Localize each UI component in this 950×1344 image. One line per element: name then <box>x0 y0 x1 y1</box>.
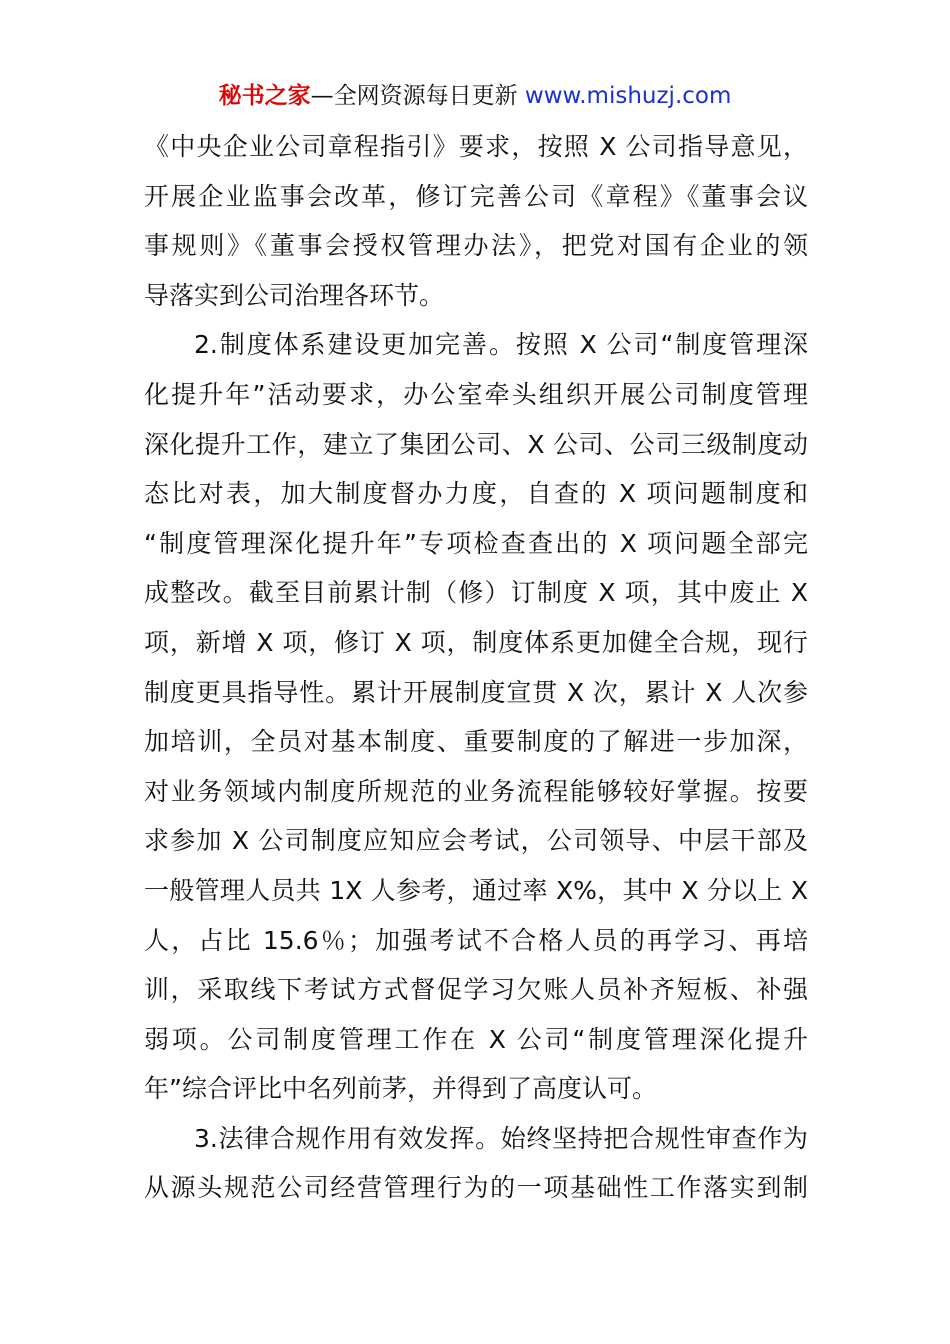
text-line: 弱项。公司制度管理工作在 X 公司“制度管理深化提升 <box>144 1024 808 1054</box>
site-header <box>0 80 950 112</box>
text-line: 深化提升工作，建立了集团公司、X 公司、公司三级制度动 <box>144 429 808 459</box>
site-brand: 秘书之家 <box>218 83 311 109</box>
text-line: 加培训，全员对基本制度、重要制度的了解进一步加深， <box>144 727 808 757</box>
text-line: 对业务领域内制度所规范的业务流程能够较好掌握。按要 <box>144 776 808 806</box>
text-line: 2.制度体系建设更加完善。按照 X 公司“制度管理深 <box>194 330 808 360</box>
text-line: 从源头规范公司经营管理行为的一项基础性工作落实到制 <box>144 1173 808 1203</box>
document-body <box>144 122 808 1213</box>
text-line: 项，新增 X 项，修订 X 项，制度体系更加健全合规，现行 <box>144 627 808 657</box>
text-line: “制度管理深化提升年”专项检查查出的 X 项问题全部完 <box>144 528 808 558</box>
site-url-link[interactable]: www.mishuzj.com <box>524 83 732 109</box>
text-line: 人，占比 15.6％；加强考试不合格人员的再学习、再培 <box>144 925 808 955</box>
text-line: 训，采取线下考试方式督促学习欠账人员补齐短板、补强 <box>144 975 808 1005</box>
text-line: 事规则》《董事会授权管理办法》，把党对国有企业的领 <box>144 231 808 261</box>
text-line: 一般管理人员共 1X 人参考，通过率 X%，其中 X 分以上 X <box>144 875 808 905</box>
text-line: 年”综合评比中名列前茅，并得到了高度认可。 <box>144 1074 657 1104</box>
text-line: 导落实到公司治理各环节。 <box>144 280 445 310</box>
text-line: 《中央企业公司章程指引》要求，按照 X 公司指导意见， <box>144 132 808 161</box>
text-line: 3.法律合规作用有效发挥。始终坚持把合规性审查作为 <box>194 1123 808 1153</box>
text-line: 化提升年”活动要求，办公室牵头组织开展公司制度管理 <box>144 379 808 409</box>
text-line: 开展企业监事会改革，修订完善公司《章程》《董事会议 <box>144 181 808 211</box>
text-line: 成整改。截至目前累计制（修）订制度 X 项，其中废止 X <box>144 578 808 608</box>
text-line: 求参加 X 公司制度应知应会考试，公司领导、中层干部及 <box>144 826 808 856</box>
text-line: 态比对表，加大制度督办力度，自查的 X 项问题制度和 <box>144 479 808 509</box>
text-line: 制度更具指导性。累计开展制度宣贯 X 次，累计 X 人次参 <box>144 677 808 707</box>
site-tagline: —全网资源每日更新 <box>310 83 518 109</box>
